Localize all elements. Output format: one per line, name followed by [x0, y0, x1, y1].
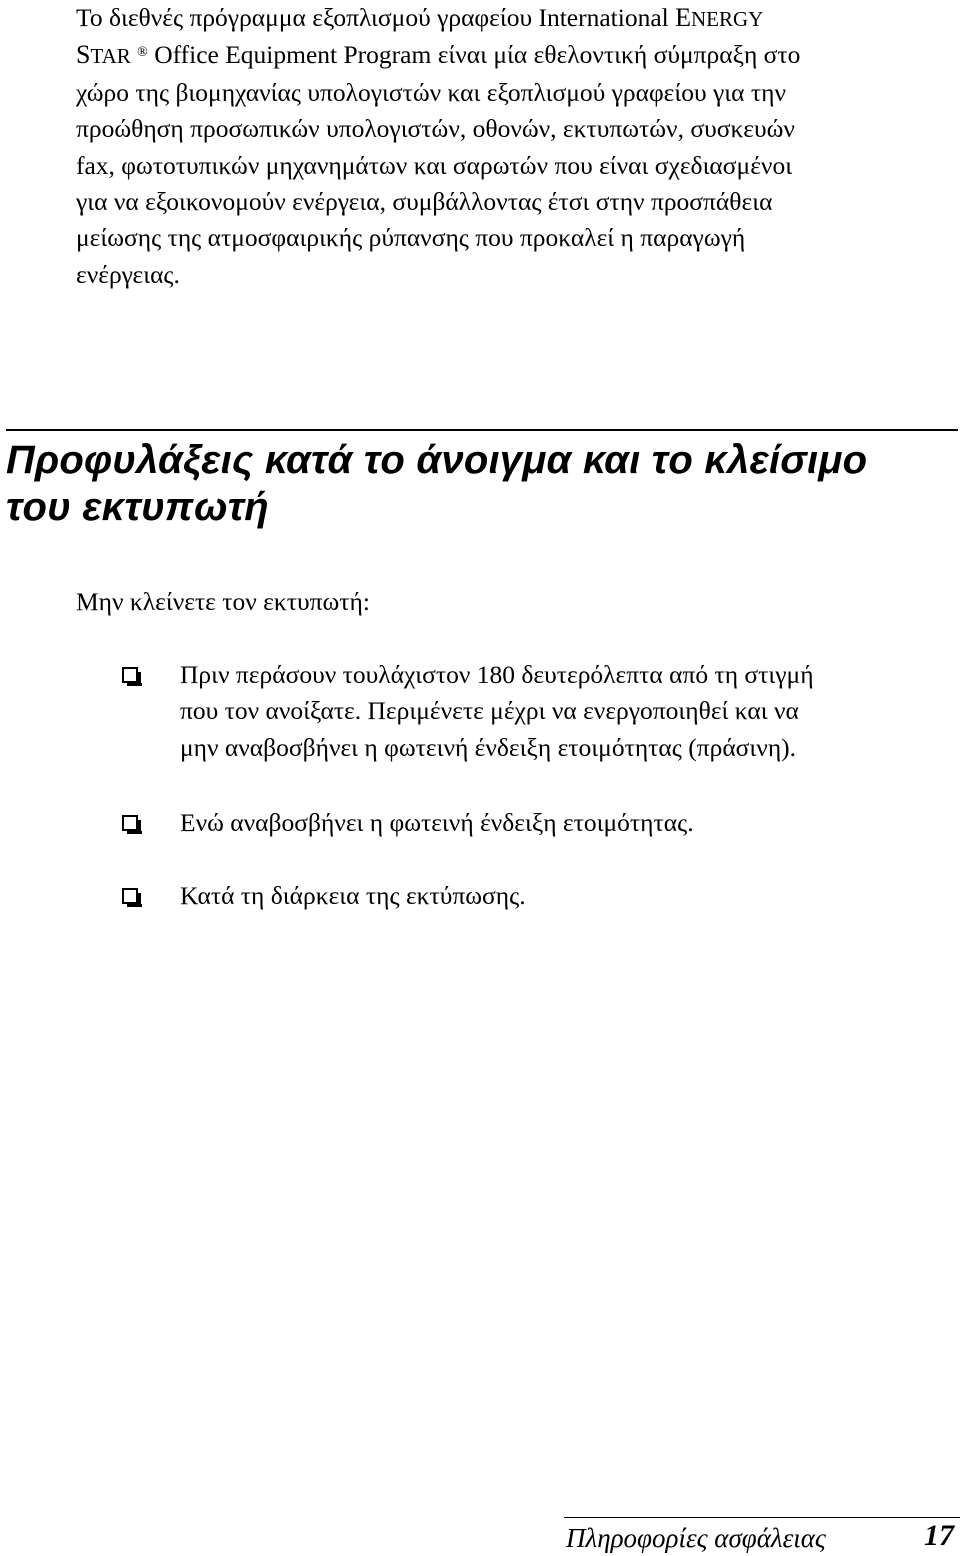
list-item-line: Ενώ αναβοσβήνει η φωτεινή ένδειξη ετοιμότητας. [180, 808, 694, 837]
list-item-text [180, 657, 960, 766]
intro-line: προώθηση προσωπικών υπολογιστών, οθονών, εκτυπωτών, συσκευών [76, 114, 795, 144]
intro-line: για να εξοικονομούν ενέργεια, συμβάλλοντας έτσι στην προσπάθεια [76, 187, 773, 217]
intro-line: μείωσης της ατμοσφαιρικής ρύπανσης που προκαλεί η παραγωγή [76, 223, 746, 253]
section-heading-line: Προφυλάξεις κατά το άνοιγμα και το κλείσιμο [6, 438, 868, 482]
section-heading [6, 437, 956, 531]
list-item-text [180, 805, 960, 841]
section-lead-text: Μην κλείνετε τον εκτυπωτή: [76, 587, 370, 616]
checkbox-bullet-icon [122, 815, 138, 831]
energy-star-smallcaps: NERGY [691, 7, 764, 31]
registered-mark: ® [137, 45, 148, 61]
energy-star-letter: E [675, 3, 692, 32]
list-item-text [180, 878, 960, 914]
intro-paragraph [76, 0, 956, 293]
intro-line [76, 0, 956, 37]
intro-line: ενέργειας. [76, 259, 180, 289]
footer-divider [564, 1517, 960, 1518]
energy-star-letter: S [76, 40, 91, 70]
list-item-line: που τον ανοίξατε. Περιμένετε μέχρι να ενεργοποιηθεί και να [180, 696, 799, 726]
intro-text: Office Equipment Program είναι μία εθελοντική σύμπραξη στο [147, 40, 801, 70]
list-item-line: Κατά τη διάρκεια της εκτύπωσης. [180, 881, 526, 910]
list-item-line: μην αναβοσβήνει η φωτεινή ένδειξη ετοιμότητας (πράσινη). [180, 732, 797, 762]
intro-line: fax, φωτοτυπικών μηχανημάτων και σαρωτών που είναι σχεδιασμένοι [76, 150, 793, 180]
section-divider [6, 429, 958, 431]
checkbox-bullet-icon [122, 888, 138, 904]
section-heading-line: του εκτυπωτή [6, 485, 269, 529]
checkbox-bullet-icon [122, 667, 138, 683]
intro-line: χώρο της βιομηχανίας υπολογιστών και εξοπλισμού γραφείου για την [76, 77, 786, 107]
intro-line [76, 37, 956, 74]
energy-star-smallcaps: TAR [90, 44, 131, 69]
footer-section-title: Πληροφορίες ασφάλειας [566, 1523, 826, 1553]
intro-text: Το διεθνές πρόγραμμα εξοπλισμού γραφείου International [76, 3, 676, 32]
page-number: 17 [924, 1519, 954, 1552]
list-item-line: Πριν περάσουν τουλάχιστον 180 δευτερόλεπτα από τη στιγμή [180, 660, 814, 689]
